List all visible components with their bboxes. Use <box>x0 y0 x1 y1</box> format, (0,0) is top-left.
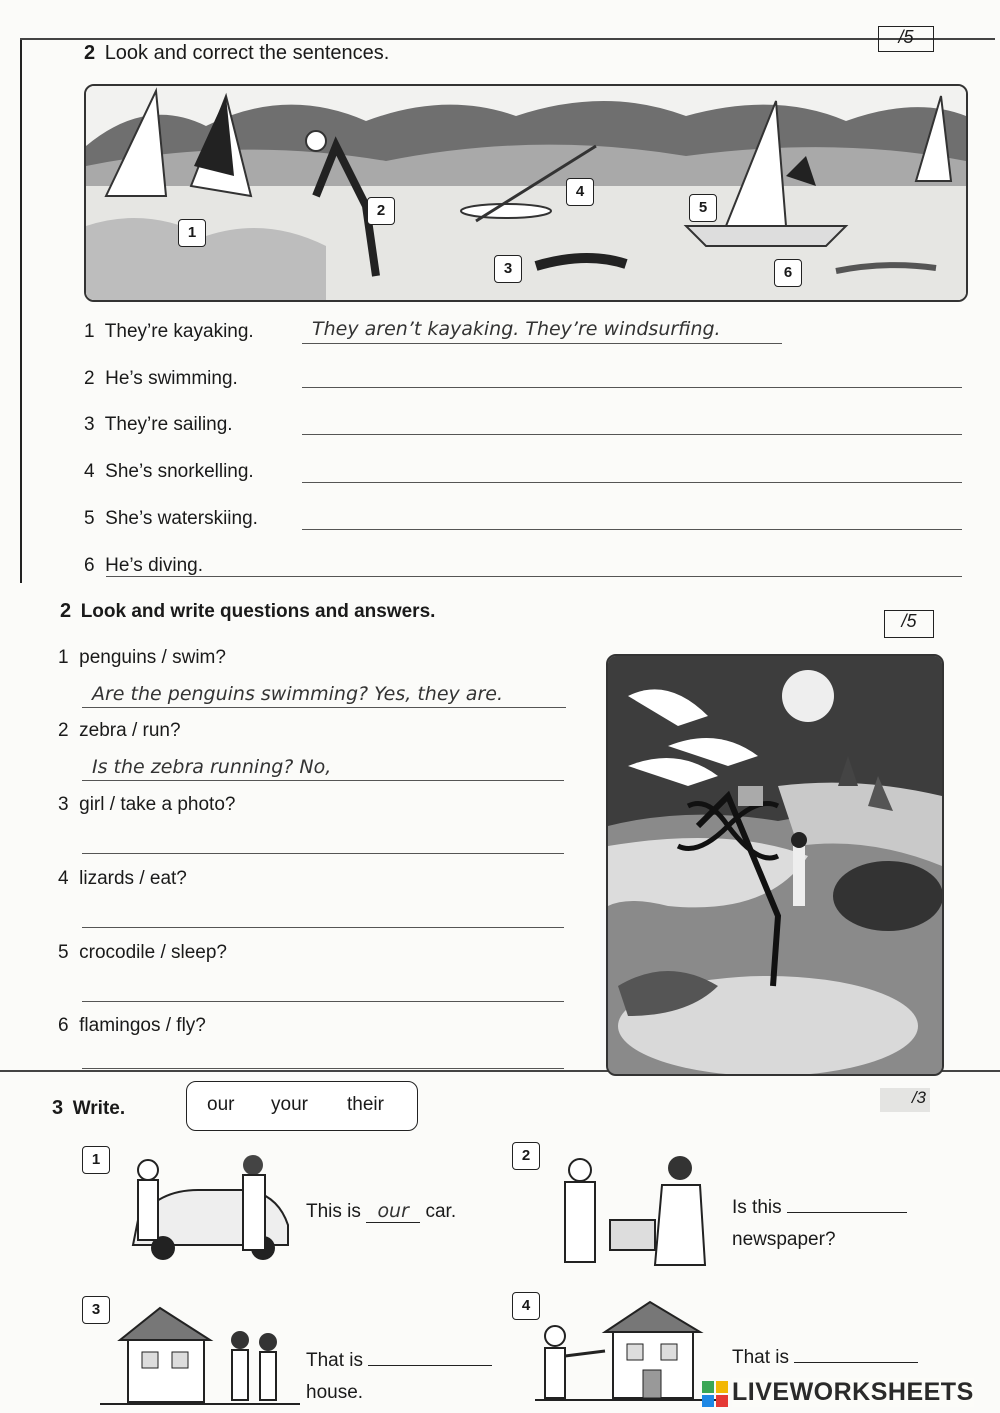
ex1-item-4: 4 She’s snorkelling. <box>84 461 254 482</box>
ex1-answer-line-5[interactable] <box>302 529 962 530</box>
ex3-sentence-4: That is <box>732 1347 918 1369</box>
ex1-answer-line-1[interactable] <box>302 343 782 344</box>
ex2-score: /5 <box>884 610 934 638</box>
ex1-answer-line-6[interactable] <box>106 576 962 577</box>
ex3-number-1: 1 <box>82 1146 110 1174</box>
animals-illustration <box>608 656 942 1074</box>
ex3-sentence-2: Is this <box>732 1197 907 1219</box>
ex1-title: Look and correct the sentences. <box>104 42 390 64</box>
ex2-item-3: 3 girl / take a photo? <box>58 794 236 815</box>
ex1-number: 2 <box>84 42 96 64</box>
ex3-number: 3 <box>52 1097 64 1119</box>
picture-label-6: 6 <box>774 259 802 287</box>
ex2-answer-line-5[interactable] <box>82 1001 564 1002</box>
ex2-number: 2 <box>60 600 72 622</box>
ex3-sentence-2-line2: newspaper? <box>732 1229 836 1250</box>
ex1-item-1: 1 They’re kayaking. <box>84 321 254 342</box>
picture-label-1: 1 <box>178 219 206 247</box>
ex2-answer-2[interactable]: Is the zebra running? No, <box>92 756 332 778</box>
ex2-heading <box>60 600 435 623</box>
ex2-answer-line-3[interactable] <box>82 853 564 854</box>
ex3-number-2: 2 <box>512 1142 540 1170</box>
ex3-score: /3 <box>880 1088 930 1112</box>
ex3-sentence-3: That is <box>306 1350 492 1372</box>
water-sports-picture <box>84 84 968 302</box>
ex2-item-6: 6 flamingos / fly? <box>58 1015 206 1036</box>
ex1-answer-line-2[interactable] <box>302 387 962 388</box>
ex1-score: /5 <box>878 26 934 52</box>
ex2-item-4: 4 lizards / eat? <box>58 868 187 889</box>
car-people-illustration <box>118 1150 298 1270</box>
ex3-number-4: 4 <box>512 1292 540 1320</box>
ex2-item-1: 1 penguins / swim? <box>58 647 226 668</box>
ex2-answer-line-6[interactable] <box>82 1068 564 1069</box>
ex3-sentence-3-line2: house. <box>306 1382 364 1403</box>
ex1-heading <box>84 42 389 65</box>
house-family-illustration <box>100 1300 300 1410</box>
ex1-answer-line-3[interactable] <box>302 434 962 435</box>
boy-house-illustration <box>535 1296 725 1408</box>
margin-line <box>20 38 22 583</box>
ex3-title: Write. <box>72 1098 126 1119</box>
picture-label-2: 2 <box>367 197 395 225</box>
word-bank-word-1: our <box>207 1094 235 1115</box>
word-bank-word-3: their <box>347 1094 384 1115</box>
picture-label-3: 3 <box>494 255 522 283</box>
ex2-title: Look and write questions and answers. <box>80 601 436 622</box>
ex3-answer-1[interactable]: our <box>366 1200 420 1223</box>
ex1-item-3: 3 They’re sailing. <box>84 414 233 435</box>
water-sports-illustration <box>86 86 966 300</box>
picture-label-5: 5 <box>689 194 717 222</box>
liveworksheets-watermark <box>702 1377 996 1409</box>
ex1-answer-line-4[interactable] <box>302 482 962 483</box>
ex3-answer-3[interactable] <box>368 1365 492 1366</box>
ex3-heading <box>52 1097 125 1120</box>
picture-label-4: 4 <box>566 178 594 206</box>
ex1-answer-1[interactable]: They aren’t kayaking. They’re windsurfing. <box>312 318 721 340</box>
ex3-sentence-1: This is our car. <box>306 1200 457 1222</box>
ex1-item-2: 2 He’s swimming. <box>84 368 238 389</box>
top-rule <box>20 38 995 40</box>
word-bank <box>186 1081 418 1131</box>
ex2-answer-line-1[interactable] <box>82 707 566 708</box>
word-bank-word-2: your <box>271 1094 308 1115</box>
ex1-item-5: 5 She’s waterskiing. <box>84 508 258 529</box>
newspaper-people-illustration <box>550 1150 720 1270</box>
animals-picture <box>606 654 944 1076</box>
ex3-answer-2[interactable] <box>787 1212 907 1213</box>
ex2-answer-1[interactable]: Are the penguins swimming? Yes, they are. <box>92 683 503 705</box>
ex2-item-2: 2 zebra / run? <box>58 720 181 741</box>
liveworksheets-logo-icon <box>702 1381 728 1407</box>
watermark-text: LIVEWORKSHEETS <box>732 1378 974 1406</box>
ex2-answer-line-2[interactable] <box>82 780 564 781</box>
ex2-answer-line-4[interactable] <box>82 927 564 928</box>
ex2-item-5: 5 crocodile / sleep? <box>58 942 228 963</box>
ex3-number-3: 3 <box>82 1296 110 1324</box>
ex3-answer-4[interactable] <box>794 1362 918 1363</box>
ex1-item-6: 6 He’s diving. <box>84 555 204 576</box>
